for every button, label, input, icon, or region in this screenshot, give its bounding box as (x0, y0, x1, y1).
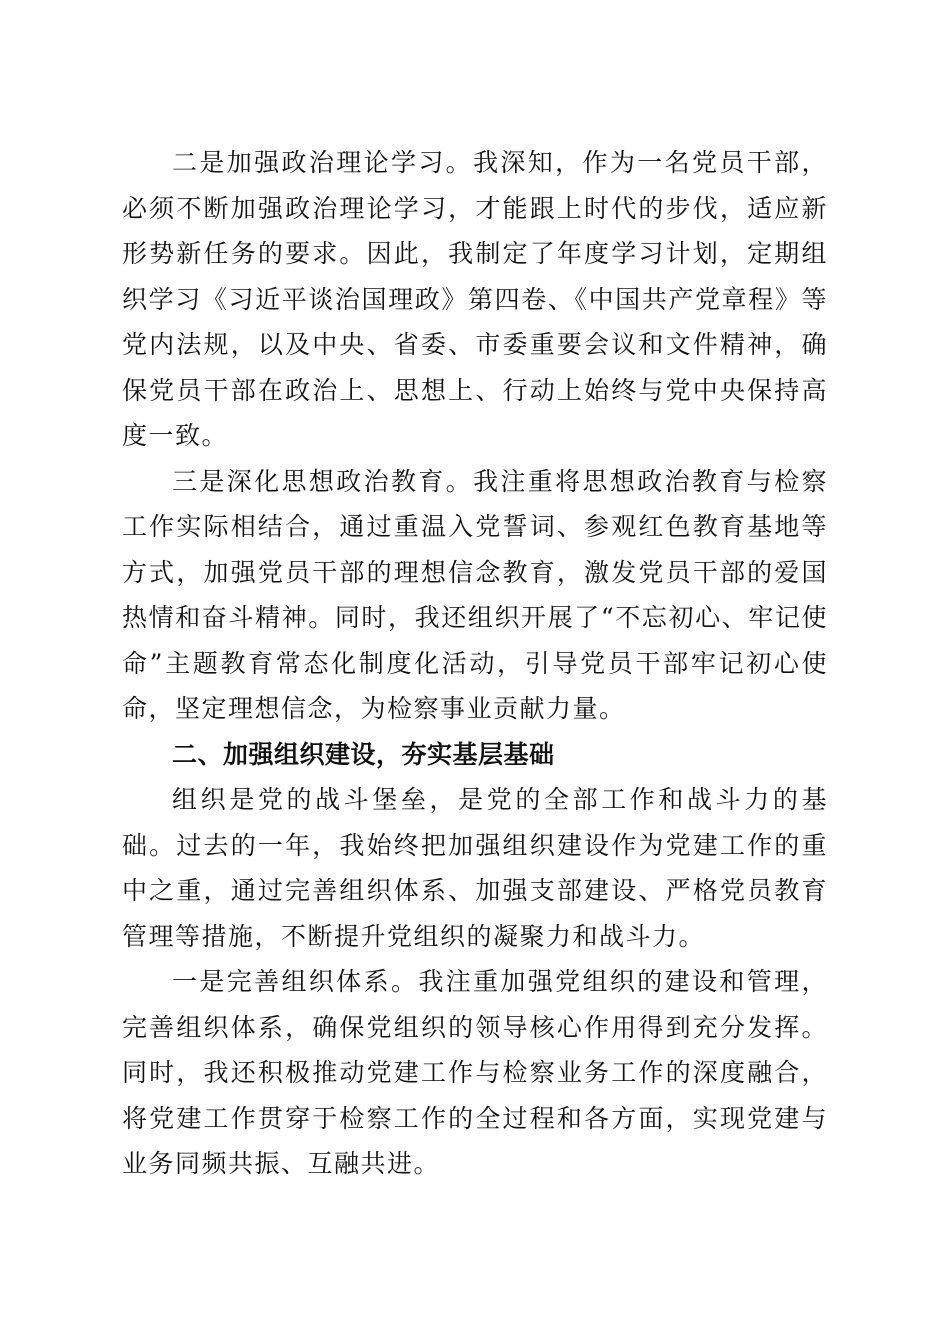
paragraph-lead: 一是完善组织体系。 (172, 967, 419, 996)
paragraph-body: 我注重加强党组织的建设和管理，完善组织体系，确保党组织的领导核心作用得到充分发挥。同时，我还积极推动党建工作与检察业务工作的深度融合，将党建工作贯穿于检察工作的全过程和各方面，实现党建与业务同频共振、互融共进。 (122, 967, 828, 1178)
paragraph-lead: 三是深化思想政治教育。 (172, 466, 474, 496)
paragraph-body: 我深知，作为一名党员干部，必须不断加强政治理论学习，才能跟上时代的步伐，适应新形势新任务的要求。因此，我制定了年度学习计划，定期组织学习《习近平谈治国理政》第四卷、《中国共产党章程》等党内法规，以及中央、省委、市委重要会议和文件精神，确保党员干部在政治上、思想上、行动上始终与党中央保持高度一致。 (122, 148, 828, 450)
document-body (122, 140, 828, 1187)
paragraph-lead: 二是加强政治理论学习。 (172, 148, 474, 177)
section-intro-paragraph: 组织是党的战斗堡垒，是党的全部工作和战斗力的基础。过去的一年，我始终把加强组织建设作为党建工作的重中之重，通过完善组织体系、加强支部建设、严格党员教育管理等措施，不断提升党组织的凝聚力和战斗力。 (122, 785, 828, 951)
paragraph-organization-system (122, 959, 828, 1187)
paragraph-political-theory (122, 140, 828, 459)
paragraph-ideological-education (122, 459, 828, 732)
section-heading: 二、加强组织建设，夯实基层基础 (172, 739, 555, 769)
paragraph-body: 我注重将思想政治教育与检察工作实际相结合，通过重温入党誓词、参观红色教育基地等方式，加强党员干部的理想信念教育，激发党员干部的爱国热情和奋斗精神。同时，我还组织开展了“不忘初心、牢记使命”主题教育常态化制度化活动，引导党员干部牢记初心使命，坚定理想信念，为检察事业贡献力量。 (122, 466, 828, 723)
